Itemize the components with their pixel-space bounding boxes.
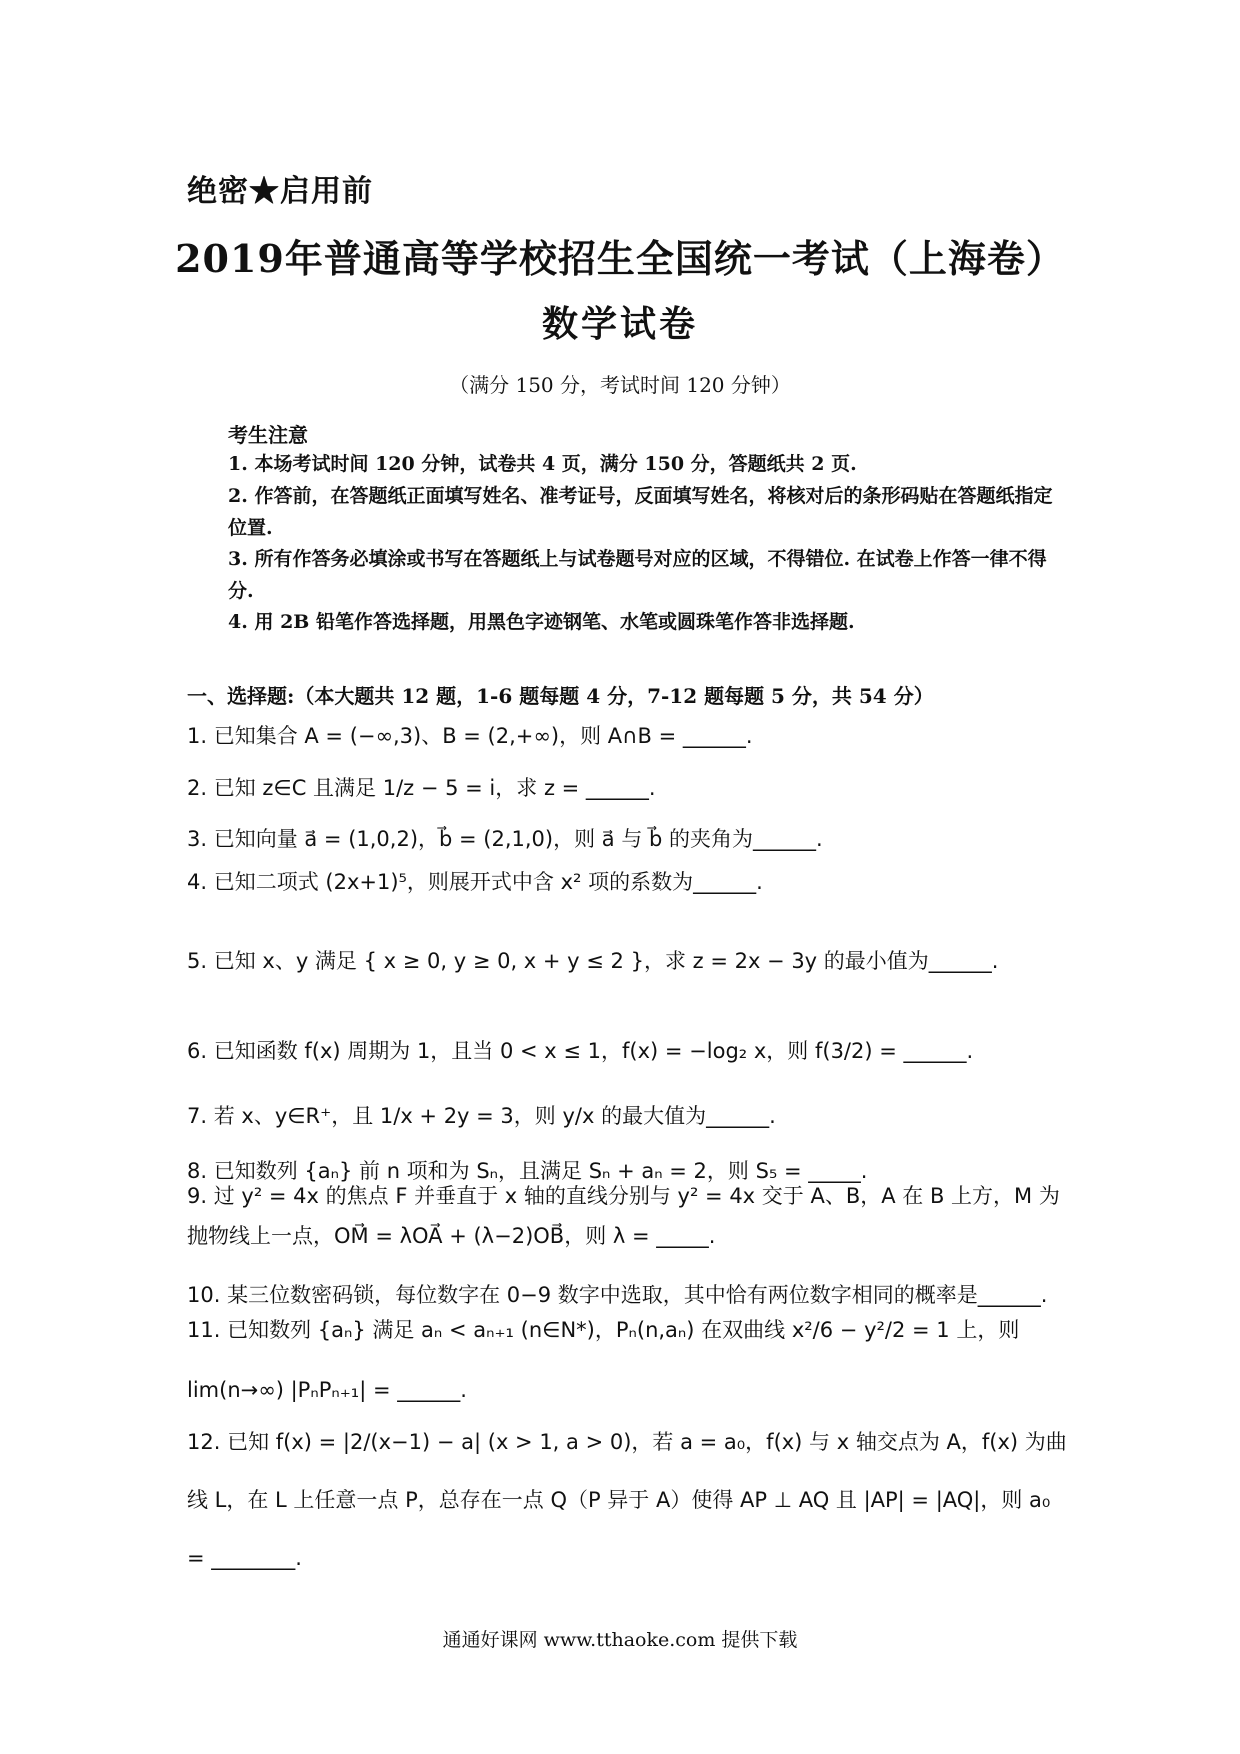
notice-item: 3. 所有作答务必填涂或书写在答题纸上与试卷题号对应的区域，不得错位. 在试卷上作答一律不得分. — [228, 548, 1047, 602]
question-1: 1. 已知集合 A = (−∞,3)、B = (2,+∞)，则 A∩B = ______. — [187, 724, 753, 748]
question-3: 3. 已知向量 a⃗ = (1,0,2)，b⃗ = (2,1,0)，则 a⃗ 与 b⃗ 的夹角为______. — [187, 827, 823, 851]
footer-text: 通通好课网 www.tthaoke.com 提供下载 — [442, 1629, 798, 1651]
question-10: 10. 某三位数密码锁，每位数字在 0−9 数字中选取，其中恰有两位数字相同的概率是______. — [187, 1283, 1048, 1307]
question-12: 12. 已知 f(x) = |2/(x−1) − a| (x > 1, a > 0)，若 a = a₀，f(x) 与 x 轴交点为 A，f(x) 为曲线 L，在 L 上任意一点 P，总存在一点 Q（P 异于 A）使得 AP ⊥ AQ 且 |AP| = |AQ|，则 a₀ = ________. — [187, 1430, 1067, 1570]
exam-subtitle: 数学试卷 — [541, 303, 698, 345]
exam-meta: （满分 150 分，考试时间 120 分钟） — [449, 373, 791, 397]
question-2: 2. 已知 z∈C 且满足 1/z − 5 = i，求 z = ______. — [187, 776, 656, 800]
notice-item: 4. 用 2B 铅笔作答选择题，用黑色字迹钢笔、水笔或圆珠笔作答非选择题. — [228, 611, 855, 633]
notice-item: 1. 本场考试时间 120 分钟，试卷共 4 页，满分 150 分，答题纸共 2 页. — [228, 453, 857, 475]
exam-title: 2019年普通高等学校招生全国统一考试（上海卷） — [175, 236, 1065, 281]
question-6: 6. 已知函数 f(x) 周期为 1，且当 0 < x ≤ 1，f(x) = −log₂ x，则 f(3/2) = ______. — [187, 1039, 974, 1063]
notice-heading: 考生注意 — [228, 423, 308, 447]
question-5: 5. 已知 x、y 满足 { x ≥ 0, y ≥ 0, x + y ≤ 2 }，求 z = 2x − 3y 的最小值为______. — [187, 949, 999, 973]
confidential-label: 绝密★启用前 — [187, 174, 373, 209]
question-8: 8. 已知数列 {aₙ} 前 n 项和为 Sₙ，且满足 Sₙ + aₙ = 2，则 S₅ = _____. — [187, 1159, 868, 1183]
question-11: 11. 已知数列 {aₙ} 满足 aₙ < aₙ₊₁ (n∈N*)，Pₙ(n,aₙ) 在双曲线 x²/6 − y²/2 = 1 上，则 lim(n→∞) |PₙPₙ₊₁| = ______. — [187, 1318, 1020, 1402]
question-7: 7. 若 x、y∈R⁺，且 1/x + 2y = 3，则 y/x 的最大值为______. — [187, 1104, 776, 1128]
question-4: 4. 已知二项式 (2x+1)⁵，则展开式中含 x² 项的系数为______. — [187, 870, 763, 894]
notice-item: 2. 作答前，在答题纸正面填写姓名、准考证号，反面填写姓名，将核对后的条形码贴在答题纸指定位置. — [228, 485, 1053, 539]
question-9: 9. 过 y² = 4x 的焦点 F 并垂直于 x 轴的直线分别与 y² = 4x 交于 A、B，A 在 B 上方，M 为抛物线上一点，OM⃗ = λOA⃗ + (λ−2)OB⃗，则 λ = _____. — [187, 1184, 1060, 1248]
section-heading: 一、选择题:（本大题共 12 题，1-6 题每题 4 分，7-12 题每题 5 分，共 54 分） — [187, 684, 934, 708]
